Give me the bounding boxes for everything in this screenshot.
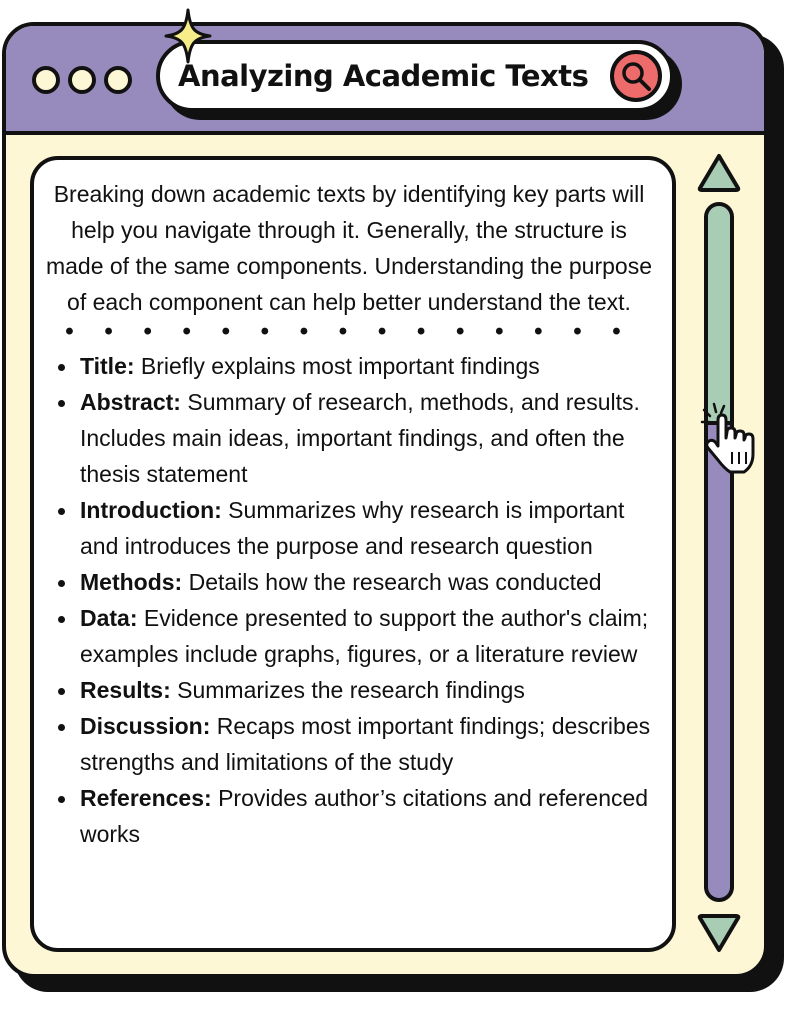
item-description: Evidence presented to support the author's claim; examples include graphs, figures, or a literature review [80,605,649,667]
item-description: Summary of research, methods, and results. Includes main ideas, important findings, and often the thesis statement [80,389,640,487]
scrollbar-thumb[interactable] [708,206,730,425]
list-item-abstract [80,384,658,492]
list-item-introduction [80,492,658,564]
item-term: Data: [80,605,138,631]
item-term: Methods: [80,569,183,595]
title-bar [6,26,764,135]
search-icon [620,60,652,92]
item-description: Summarizes the research findings [170,677,525,703]
search-button[interactable] [610,50,662,102]
list-item-results [80,672,658,708]
component-list [40,348,658,852]
window-control-dot-2[interactable] [68,66,96,94]
list-item-discussion [80,708,658,780]
item-term: Introduction: [80,497,222,523]
scrollbar-track[interactable] [704,202,734,902]
dotted-separator: • • • • • • • • • • • • • • • [65,318,633,345]
item-term: Discussion: [80,713,211,739]
scroll-down-button[interactable] [696,912,742,954]
sparkle-icon [164,8,212,64]
item-description: Details how the research was conducted [182,569,602,595]
search-bar[interactable] [156,40,674,112]
item-term: References: [80,785,212,811]
item-term: Results: [80,677,171,703]
list-item-data [80,600,658,672]
item-term: Title: [80,353,135,379]
window-control-dot-3[interactable] [104,66,132,94]
content-panel [30,156,676,952]
item-description: Summarizes why research is important and introduces the purpose and research question [80,497,625,559]
item-term: Abstract: [80,389,181,415]
list-item-references [80,780,658,852]
item-description: Recaps most important findings; describes strengths and limitations of the study [80,713,651,775]
item-description: Briefly explains most important findings [134,353,540,379]
window-control-dot-1[interactable] [32,66,60,94]
hand-pointer-icon [700,402,766,478]
intro-paragraph: Breaking down academic texts by identifying key parts will help you navigate through it. Generally, the structure is made of the same components. Understanding the purpose of each component can help better understand the text. [45,181,653,315]
item-description: Provides author’s citations and referenced works [80,785,649,847]
list-item-title [80,348,658,384]
window-title: Analyzing Academic Texts [178,59,589,93]
scroll-up-button[interactable] [696,152,742,194]
list-item-methods [80,564,658,600]
